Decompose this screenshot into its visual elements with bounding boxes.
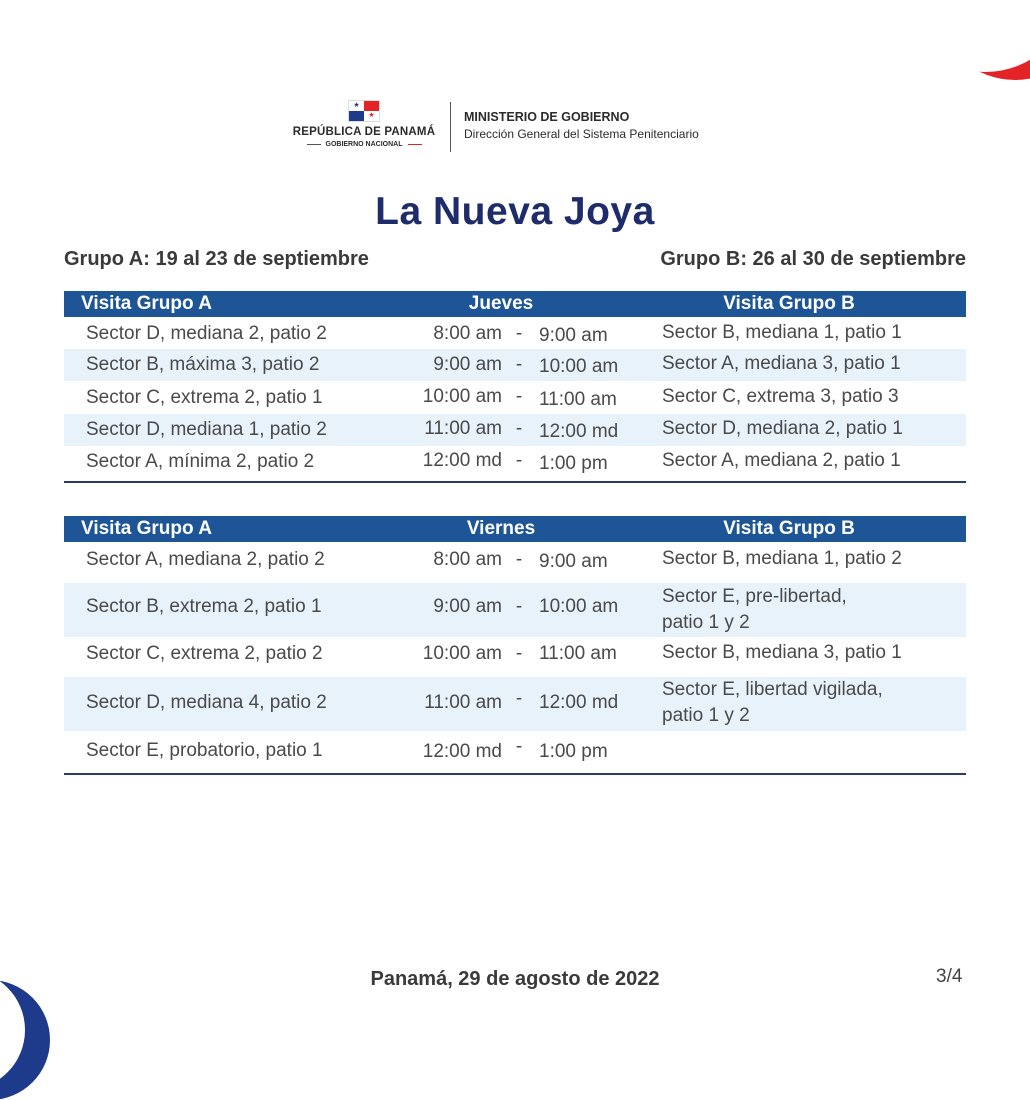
group-b-sector: Sector E, pre-libertad, patio 1 y 2 [662, 586, 847, 633]
header-day: Jueves [468, 293, 534, 314]
header-group-a: Visita Grupo A [81, 518, 212, 539]
ministry-block [464, 110, 699, 141]
start-time: 9:00 am [433, 596, 502, 617]
end-time: 10:00 am [539, 356, 619, 377]
group-a-dates: Grupo A: 19 al 23 de septiembre [64, 248, 369, 270]
group-b-dates: Grupo B: 26 al 30 de septiembre [660, 248, 966, 270]
table-bottom-rule [64, 481, 966, 483]
header-group-b: Visita Grupo B [723, 293, 855, 314]
table-bottom-rule [64, 773, 966, 775]
table-row [64, 317, 966, 349]
start-time: 9:00 am [433, 354, 502, 375]
end-time: 1:00 pm [539, 741, 608, 762]
group-b-sector: Sector B, mediana 1, patio 1 [662, 322, 902, 343]
table-row [64, 446, 966, 479]
table-row [64, 414, 966, 446]
table-row [64, 381, 966, 414]
header-group-b: Visita Grupo B [723, 518, 855, 539]
time-dash: - [515, 549, 523, 570]
table-header [64, 291, 966, 317]
table-header [64, 516, 966, 542]
time-dash: - [515, 643, 523, 664]
time-dash: - [515, 323, 523, 344]
government-logo [289, 100, 439, 148]
group-a-sector: Sector C, extrema 2, patio 2 [86, 643, 323, 664]
group-a-sector: Sector D, mediana 4, patio 2 [86, 692, 327, 713]
time-dash: - [515, 596, 523, 617]
end-time: 1:00 pm [539, 453, 608, 474]
table-row [64, 583, 966, 637]
table-row [64, 349, 966, 381]
time-dash: - [515, 386, 523, 407]
group-a-sector: Sector A, mediana 2, patio 2 [86, 549, 325, 570]
time-dash: - [515, 736, 523, 757]
start-time: 10:00 am [422, 386, 502, 407]
group-a-sector: Sector C, extrema 2, patio 1 [86, 387, 323, 408]
start-time: 12:00 md [422, 450, 502, 471]
end-time: 10:00 am [539, 596, 619, 617]
start-time: 8:00 am [433, 549, 502, 570]
table-row [64, 731, 966, 771]
page-title: La Nueva Joya [375, 190, 655, 233]
end-time: 9:00 am [539, 551, 608, 572]
end-time: 12:00 md [539, 692, 619, 713]
table-row [64, 677, 966, 731]
time-dash: - [515, 688, 523, 709]
table-row [64, 637, 966, 677]
group-a-sector: Sector D, mediana 2, patio 2 [86, 323, 327, 344]
start-time: 10:00 am [422, 643, 502, 664]
group-b-sector: Sector B, mediana 1, patio 2 [662, 548, 902, 569]
friday-schedule-table [64, 516, 966, 775]
republic-name: REPÚBLICA DE PANAMÁ [292, 126, 436, 138]
start-time: 11:00 am [424, 692, 502, 713]
group-b-sector: Sector B, mediana 3, patio 1 [662, 642, 902, 663]
panama-flag-icon: ★ ★ [348, 100, 380, 122]
header-day: Viernes [466, 518, 536, 539]
start-time: 11:00 am [424, 418, 502, 439]
ministry-name: MINISTERIO DE GOBIERNO [464, 110, 630, 124]
header-group-a: Visita Grupo A [81, 293, 212, 314]
end-time: 12:00 md [539, 421, 619, 442]
group-b-sector: Sector A, mediana 3, patio 1 [662, 353, 901, 374]
group-a-sector: Sector B, extrema 2, patio 1 [86, 596, 322, 617]
end-time: 11:00 am [539, 389, 617, 410]
group-b-sector: Sector E, libertad vigilada, patio 1 y 2 [662, 679, 883, 726]
thursday-schedule-table [64, 291, 966, 483]
group-b-sector: Sector C, extrema 3, patio 3 [662, 386, 899, 407]
footer-date: Panamá, 29 de agosto de 2022 [370, 968, 660, 990]
group-a-sector: Sector D, mediana 1, patio 2 [86, 419, 327, 440]
group-a-sector: Sector A, mínima 2, patio 2 [86, 451, 315, 472]
time-dash: - [515, 418, 523, 439]
group-a-sector: Sector E, probatorio, patio 1 [86, 740, 323, 761]
end-time: 9:00 am [539, 325, 608, 346]
time-dash: - [515, 354, 523, 375]
start-time: 12:00 md [422, 741, 502, 762]
direction-name: Dirección General del Sistema Penitenciario [464, 127, 699, 141]
logo-divider [450, 102, 451, 152]
end-time: 11:00 am [539, 643, 617, 664]
group-b-sector: Sector A, mediana 2, patio 1 [662, 450, 901, 471]
time-dash: - [515, 450, 523, 471]
table-row [64, 542, 966, 583]
group-a-sector: Sector B, máxima 3, patio 2 [86, 354, 320, 375]
page-indicator: 3/4 [936, 966, 963, 987]
start-time: 8:00 am [433, 323, 502, 344]
gov-name: GOBIERNO NACIONAL [325, 141, 403, 148]
group-b-sector: Sector D, mediana 2, patio 1 [662, 418, 903, 439]
